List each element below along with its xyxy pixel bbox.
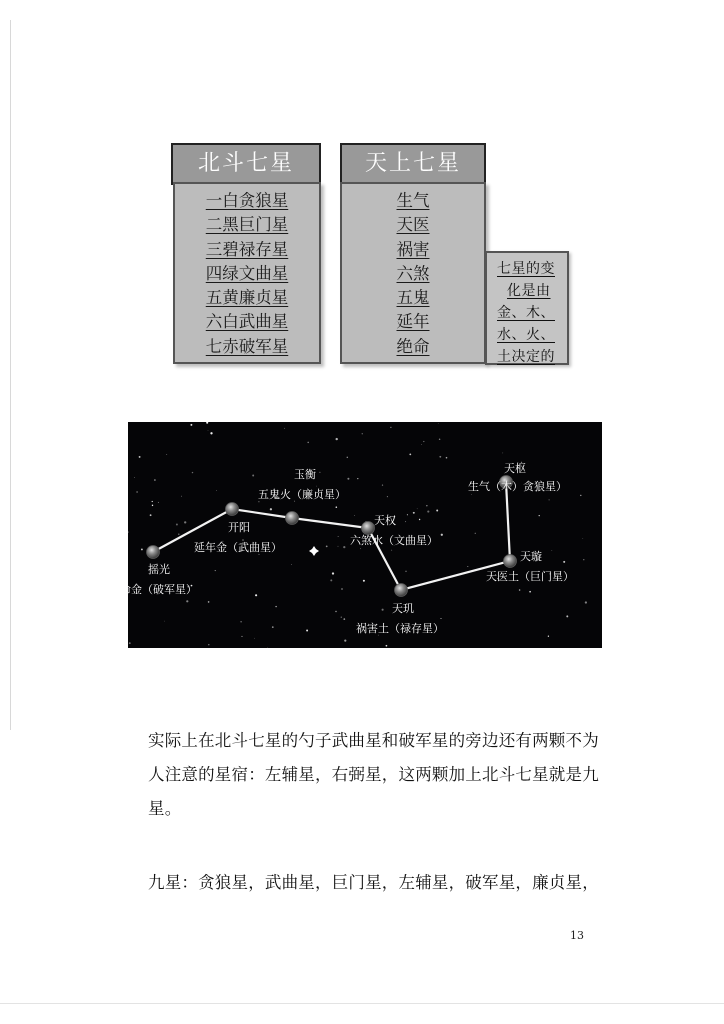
star-element-label: 五鬼火（廉贞星） [258,488,346,501]
background-star [306,630,308,632]
background-star [405,521,406,522]
page-edge-bottom [0,1003,724,1004]
constellation-star [147,546,160,559]
background-star [354,515,355,516]
background-star [405,571,406,572]
star-element-label: 生气（木）贪狼星） [468,480,567,493]
background-star [391,550,392,551]
five-elements-note [485,251,569,365]
background-star [152,501,153,502]
star-name-label: 天枢 [504,462,526,475]
background-star [539,515,540,516]
background-star [419,519,420,520]
beidou-star-list [175,184,319,359]
star-name-label: 玉衡 [294,468,316,481]
background-star [241,636,242,637]
tianshang-star-item: 延年 [396,312,430,332]
background-star [206,422,208,424]
background-star [210,432,212,434]
background-star [446,457,448,459]
background-star [208,430,209,431]
background-star [471,494,472,495]
beidou-list-box [173,182,321,364]
background-star [436,510,438,512]
background-star [362,433,363,434]
beidou-star-item: 一白贪狼星 [205,191,289,210]
background-star [338,546,339,547]
background-star [413,512,415,514]
sparkle-star [309,546,319,556]
background-star [363,580,365,582]
background-star [390,427,391,428]
note-line: 七星的变 [497,261,555,277]
constellation-star [362,522,375,535]
background-star [502,452,503,453]
star-name-label: 开阳 [228,521,250,534]
background-star [585,601,587,603]
background-star [467,566,468,567]
background-star [319,472,320,473]
background-star [178,534,179,535]
star-name-label: 摇光 [148,563,170,576]
background-star [529,591,531,593]
tianshang-title-box: 天上七星 [340,143,486,185]
background-star [164,621,165,622]
background-star [307,442,309,444]
page-edge [10,20,11,730]
background-star [344,640,346,642]
background-star [426,505,427,506]
body-paragraph-nine-stars: 九星：贪狼星，武曲星，巨门星，左辅星，破军星，廉贞星， [148,873,599,892]
background-star [357,478,358,479]
background-star [275,606,276,607]
background-star [259,554,260,555]
background-star [347,457,348,458]
tianshang-star-list [342,184,484,359]
background-star [330,579,332,581]
tianshang-star-item: 六煞 [396,263,430,283]
note-line: 土决定的 [497,349,555,365]
background-star [583,559,584,560]
background-star [439,439,441,441]
beidou-star-item: 四绿文曲星 [205,263,289,283]
background-star [255,594,257,596]
beidou-star-item: 七赤破军星 [205,336,289,356]
background-star [240,621,241,622]
background-star [360,548,361,549]
background-star [387,496,388,497]
tianshang-star-item: 天医 [396,215,430,235]
background-star [208,601,210,603]
tianshang-star-item: 绝命 [396,336,430,356]
background-star [270,508,272,510]
page-number: 13 [570,929,584,942]
body-paragraph: 实际上在北斗七星的勺子武曲星和破军星的旁边还有两颗不为人注意的星宿：左辅星，右弼星，这两颗加上北斗七星就是九星。 [148,731,599,818]
background-star [136,491,138,493]
background-star [421,444,422,445]
background-star [316,486,317,487]
background-star [190,424,192,426]
background-star [580,495,581,496]
background-star [150,514,152,516]
background-star [258,501,259,502]
background-star [252,475,254,477]
background-star [439,456,441,458]
background-star [267,647,268,648]
background-star [341,588,342,589]
background-star [566,615,568,617]
background-star [139,456,141,458]
constellation-star [395,584,408,597]
star-element-label: 延年金（武曲星） [194,541,282,554]
background-star [438,423,439,424]
background-star [417,508,418,509]
background-star [158,502,159,503]
background-star [335,611,336,612]
star-element-label: 天医土（巨门星） [486,570,574,583]
background-star [440,618,441,619]
star-element-label: 六煞水（文曲星） [350,534,438,547]
background-star [208,644,209,645]
background-star [551,550,552,551]
background-star [423,441,424,442]
note-line: 化是由 [507,283,551,299]
background-star [192,472,193,473]
background-star [382,484,383,485]
constellation-star [286,512,299,525]
background-star [166,454,167,455]
background-star [184,521,186,523]
background-star [336,506,338,508]
background-star [176,524,178,526]
background-star [215,570,216,571]
background-star [186,600,188,602]
background-star [291,564,292,565]
note-line: 水、火、 [497,327,555,343]
background-star [441,534,443,536]
background-star [338,536,339,537]
background-star [582,538,583,539]
background-star [181,496,182,497]
star-element-label: 命金（破军星） [120,583,197,596]
star-name-label: 天璇 [520,550,542,563]
background-star [336,438,338,440]
background-star [549,499,550,500]
background-star [326,546,328,548]
background-star [343,618,345,620]
background-star [154,479,156,481]
beidou-star-item: 六白武曲星 [205,312,289,332]
background-star [409,453,411,455]
star-name-label: 天权 [374,514,396,527]
background-star [475,533,476,534]
background-star [254,638,255,639]
star-element-label: 祸害土（禄存星） [356,622,444,635]
background-star [341,617,342,618]
star-labels [120,461,574,635]
tianshang-star-item: 生气 [396,191,430,210]
background-star [427,511,429,513]
beidou-star-item: 二黑巨门星 [205,215,289,235]
background-star [216,490,217,491]
note-line: 金、木、 [497,305,555,321]
big-dipper-star-map [120,422,602,648]
star-map-svg [120,422,602,648]
background-star [127,531,128,532]
background-star [519,589,521,591]
constellation-star [226,503,239,516]
background-star [152,505,153,506]
background-star [134,477,135,478]
background-star [284,428,285,429]
tianshang-list-box [340,182,486,364]
background-star [129,642,131,644]
beidou-title-box: 北斗七星 [171,143,321,185]
background-star [548,636,549,637]
constellation-star [504,555,517,568]
background-star [386,645,388,647]
star-name-label: 天玑 [392,602,414,615]
tianshang-star-item: 祸害 [396,239,430,259]
background-star [382,609,384,611]
beidou-star-item: 五黄廉贞星 [205,288,289,308]
tianshang-star-item: 五鬼 [396,288,430,308]
background-star [332,572,334,574]
background-star [347,478,349,480]
background-star [141,548,143,550]
background-star [563,561,565,563]
beidou-star-item: 三碧禄存星 [205,239,289,259]
background-star [343,546,345,548]
background-star [272,626,274,628]
background-star [407,514,408,515]
